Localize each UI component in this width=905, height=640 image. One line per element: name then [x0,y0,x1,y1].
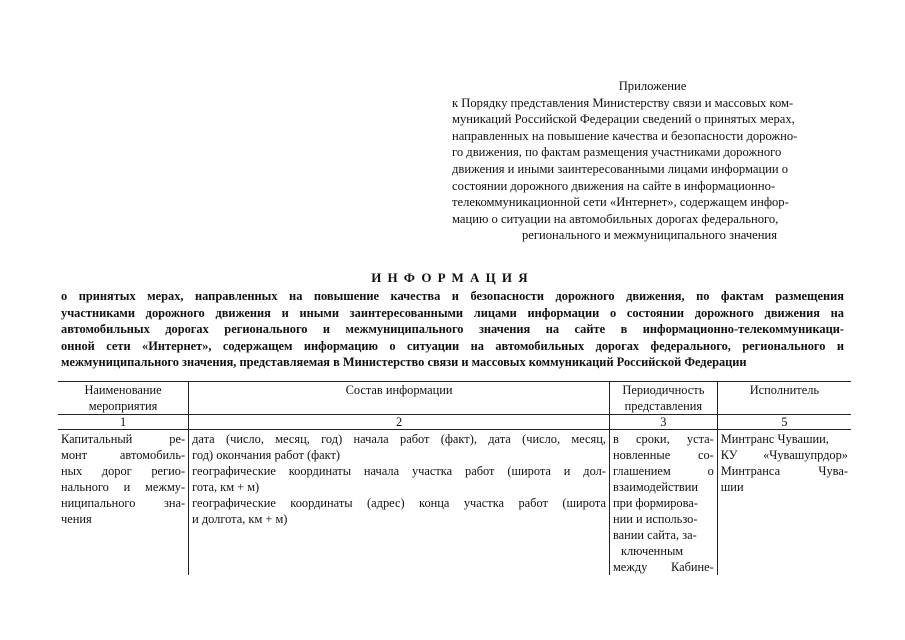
appendix-line: мацию о ситуации на автомобильных дорогах федерального, [452,211,779,226]
column-number: 5 [717,415,851,430]
header-info: Состав информации [189,382,610,415]
column-number: 1 [58,415,189,430]
appendix-line: телекоммуникационной сети «Интернет», содержащем инфор- [452,195,789,210]
document-title: ИНФОРМАЦИЯ [371,270,534,285]
table-row [58,430,851,576]
column-number: 3 [609,415,717,430]
appendix-block [452,78,847,244]
cell-period: в сроки, уста- новленные со- глашением о взаимодействии при формирова- нии и использо- вании сайта, за- ключенным между Кабине- [609,430,717,576]
header-executor: Исполнитель [717,382,851,415]
cell-executor: Минтранс Чувашии, КУ «Чувашупрдор» Минтранса Чува- шии [717,430,851,576]
appendix-line-last: регионального и межмуниципального значения [521,228,778,243]
table-header-row [58,382,851,415]
subtitle-line: участниками дорожного движения и иными заинтересованными лицами информации о состоянии дорожного движения на [61,305,844,320]
subtitle-line: онной сети «Интернет», содержащем информацию о ситуации на автомобильных дорогах федерального, регионального и [61,338,844,353]
cell-info: дата (число, месяц, год) начала работ (факт), дата (число, месяц, год) окончания работ (факт) географические координаты начала участка работ (широта и дол- гота, км + м) географические координаты (адрес) конца участка работ (широта и долгота, км + м) [189,430,610,576]
column-number: 2 [189,415,610,430]
info-table [58,381,851,575]
header-event: Наименование мероприятия [58,382,189,415]
appendix-line: состоянии дорожного движения на сайте в информационно- [452,178,776,193]
subtitle-line: автомобильных дорогах регионального и межмуниципального значения на сайте в информационно-телекоммуникаци- [61,322,844,337]
appendix-title: Приложение [618,79,687,93]
column-number-row [58,415,851,430]
subtitle-line: о принятых мерах, направленных на повышение качества и безопасности дорожного движения, по фактам размещения [61,289,844,303]
subtitle-line: межмуниципального значения, представляемая в Министерство связи и массовых коммуникаций Российской Федерации [61,355,747,370]
header-period: Периодичность представления [609,382,717,415]
appendix-line: направленных на повышение качества и безопасности дорожно- [452,128,798,143]
appendix-line: к Порядку представления Министерству связи и массовых ком- [452,95,794,110]
cell-event: Капитальный ре- монт автомобиль- ных дорог регио- нального и межму- ниципального зна- чения [61,432,186,526]
appendix-line: муникаций Российской Федерации сведений о принятых мерах, [452,112,795,127]
appendix-line: го движения, по фактам размещения участниками дорожного [452,145,782,160]
document-subtitle [61,288,844,371]
appendix-line: движения и иными заинтересованными лицами информации о [452,161,789,176]
